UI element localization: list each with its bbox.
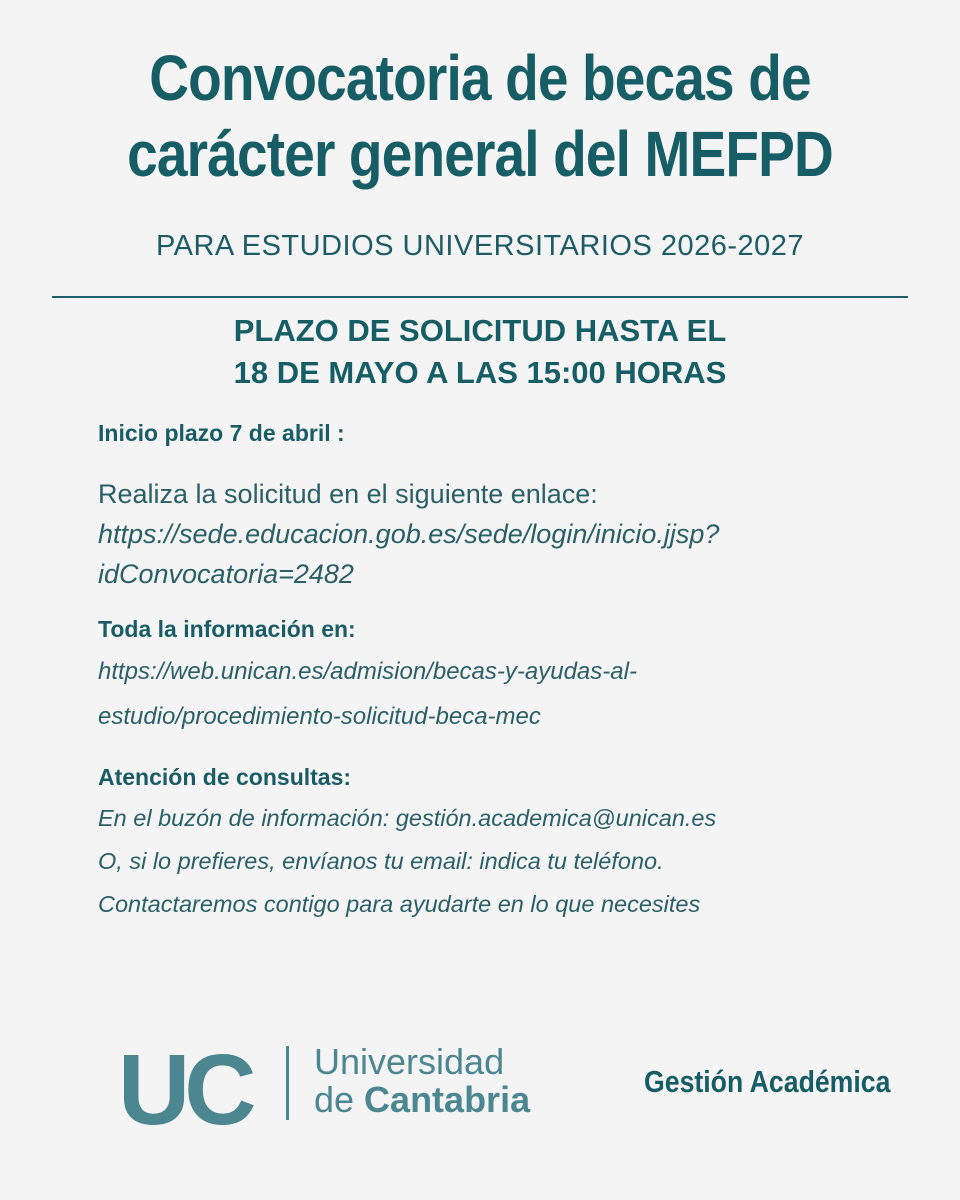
title-line-1: Convocatoria de becas de: [149, 42, 811, 114]
divider: [52, 296, 908, 298]
logo-text-cantabria: Cantabria: [364, 1079, 531, 1120]
subtitle: PARA ESTUDIOS UNIVERSITARIOS 2026-2027: [155, 230, 805, 262]
logo-separator: [286, 1046, 289, 1120]
title-line-2: carácter general del MEFPD: [127, 118, 833, 190]
application-intro: Realiza la solicitud en el siguiente enlace:: [98, 479, 598, 509]
support-label: Atención de consultas:: [98, 764, 352, 790]
info-link[interactable]: [98, 649, 908, 739]
application-link[interactable]: [98, 514, 908, 594]
logo-text-de: de: [314, 1079, 365, 1120]
info-url-line-2: estudio/procedimiento-solicitud-beca-mec: [98, 703, 541, 730]
application-section: [98, 474, 908, 594]
deadline-line-2: 18 DE MAYO A LAS 15:00 HORAS: [233, 355, 727, 390]
support-line-1: En el buzón de información: gestión.academica@unican.es: [98, 805, 717, 831]
support-section: [98, 764, 908, 926]
page-title: [67, 40, 893, 192]
logo-text-line-2: [314, 1080, 530, 1120]
department-name: Gestión Académica: [644, 1064, 891, 1099]
info-label: Toda la información en:: [98, 616, 356, 642]
start-label: Inicio plazo 7 de abril :: [98, 420, 345, 446]
info-section: [98, 616, 908, 739]
info-url-line-1: https://web.unican.es/admision/becas-y-ayudas-al-: [98, 658, 637, 685]
application-url-line-2: idConvocatoria=2482: [98, 559, 354, 589]
support-line-3: Contactaremos contigo para ayudarte en lo que necesites: [98, 891, 701, 917]
application-url-line-1: https://sede.educacion.gob.es/sede/login/inicio.jjsp?: [98, 519, 720, 549]
support-line-2: O, si lo prefieres, envíanos tu email: indica tu teléfono.: [98, 848, 664, 874]
start-section: [98, 420, 908, 447]
deadline-heading: [0, 310, 960, 394]
uc-logo-mark: UC: [118, 1034, 251, 1146]
university-logo: [118, 1034, 588, 1146]
deadline-line-1: PLAZO DE SOLICITUD HASTA EL: [233, 313, 727, 348]
logo-text-line-1: Universidad: [314, 1041, 505, 1082]
